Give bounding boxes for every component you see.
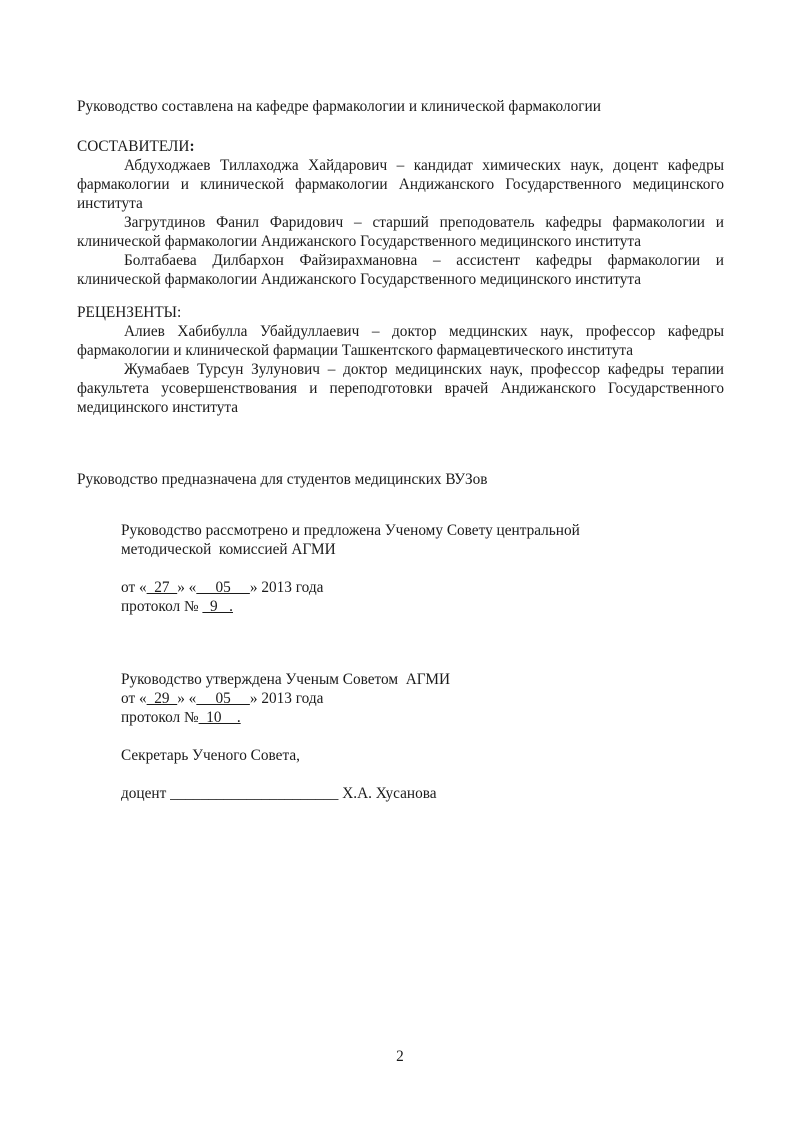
purpose-line: Руководство предназначена для студентов медицинских ВУЗов [77, 471, 488, 488]
reviewers-section [77, 303, 724, 417]
secretary-signature: доцент ______________________ Х.А. Хусанова [121, 785, 437, 802]
secretary-block [121, 746, 681, 803]
author-entry: Болтабаева Дилбархон Файзирахмановна – ассистент кафедры фармакологии и клинической фармакологии Андижанского Государственного медицинского института [77, 252, 724, 288]
approval-block [121, 670, 681, 727]
review-line: методической комиссией АГМИ [121, 541, 336, 558]
review-protocol: протокол № 9 . [121, 598, 233, 615]
author-entry: Загрутдинов Фанил Фаридович – старший преподователь кафедры фармакологии и клинической фармакологии Андижанского Государственного медицинского института [77, 214, 724, 250]
reviewer-entry: Алиев Хабибулла Убайдуллаевич – доктор медцинских наук, профессор кафедры фармакологии и клинической фармации Ташкентского фармацевтического института [77, 323, 724, 359]
review-day: 27 [146, 579, 178, 596]
intro-line: Руководство составлена на кафедре фармакологии и клинической фармакологии [77, 98, 601, 115]
review-block [121, 521, 681, 616]
authors-section [77, 137, 724, 289]
approval-protocol: протокол № 10 . [121, 709, 241, 726]
review-line: Руководство рассмотрено и предложена Ученому Совету центральной [121, 522, 580, 539]
signature-line: ______________________ [170, 785, 339, 802]
approval-date: от « 29 » « 05 » 2013 года [121, 690, 324, 707]
reviewer-entry: Жумабаев Турсун Зулунович – доктор медицинских наук, профессор кафедры терапии факультета усовершенствования и переподготовки врачей Андижанского Государственного медицинского института [77, 361, 724, 416]
authors-heading: СОСТАВИТЕЛИ: [77, 138, 195, 155]
approval-day: 29 [146, 690, 178, 707]
review-date: от « 27 » « 05 » 2013 года [121, 579, 324, 596]
page-number: 2 [396, 1048, 404, 1065]
secretary-title: Секретарь Ученого Совета, [121, 747, 300, 764]
approval-month: 05 [196, 690, 250, 707]
approval-line: Руководство утверждена Ученым Советом АГМИ [121, 671, 451, 688]
reviewers-heading: РЕЦЕНЗЕНТЫ: [77, 304, 182, 321]
secretary-name: Х.А. Хусанова [342, 785, 437, 802]
author-entry: Абдуходжаев Тиллаходжа Хайдарович – кандидат химических наук, доцент кафедры фармакологии и клинической фармакологии Андижанского Государственного медицинского института [77, 157, 724, 212]
approval-protocol-number: 10 . [198, 709, 241, 726]
review-protocol-number: 9 . [202, 598, 233, 615]
review-month: 05 [196, 579, 250, 596]
